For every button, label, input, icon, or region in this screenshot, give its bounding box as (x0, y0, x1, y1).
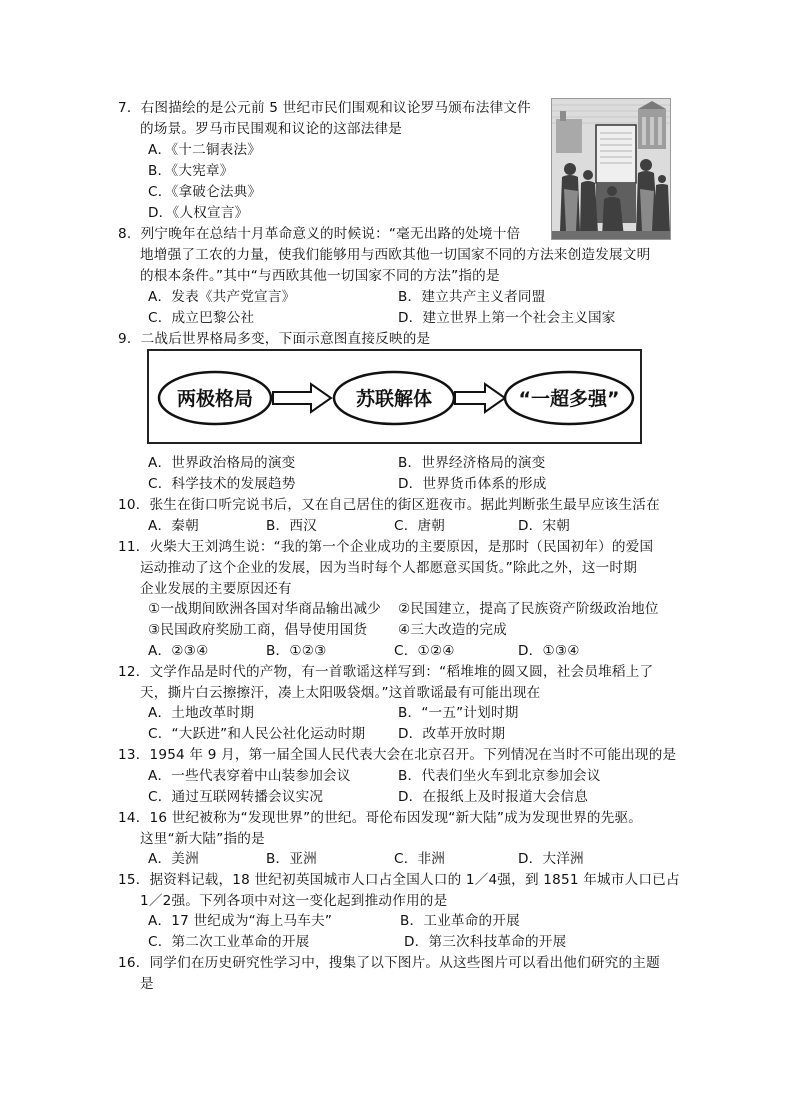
q8-option-a: A．发表《共产党宣言》 (148, 289, 296, 305)
q9-option-b: B．世界经济格局的演变 (398, 455, 546, 471)
q9-option-c: C．科学技术的发展趋势 (148, 476, 296, 492)
q7-stem-line2: 的场景。罗马市民围观和议论的这部法律是 (140, 121, 403, 137)
q11-option-c: C．①②④ (394, 643, 455, 659)
q11-option-b: B．①②③ (266, 643, 327, 659)
q12-option-a: A．土地改革时期 (148, 705, 255, 721)
q10-stem-line1: 10．张生在街口听完说书后，又在自己居住的街区逛夜市。据此判断张生最早应该生活在 (118, 497, 660, 513)
q11-item-3: ③民国政府奖励工商，倡导使用国货 (148, 622, 368, 638)
q15-option-d: D．第三次科技革命的开展 (404, 934, 567, 950)
q8-option-b: B．建立共产主义者同盟 (398, 289, 546, 305)
diagram-bipolar-label: 两极格局 (176, 388, 254, 410)
q10-option-b: B．西汉 (266, 518, 317, 534)
world-pattern-diagram (147, 349, 642, 444)
q15-option-a: A．17 世纪成为“海上马车夫” (148, 913, 333, 929)
q12-stem-line2: 天，撕片白云擦擦汗，凑上太阳吸袋烟。”这首歌谣最有可能出现在 (140, 685, 541, 701)
q7-option-d: D．《人权宣言》 (148, 205, 249, 221)
q8-stem-line3: 的根本条件。”其中“与西欧其他一切国家不同的方法”指的是 (140, 268, 500, 284)
q7-option-a: A．《十二铜表法》 (148, 142, 262, 158)
q11-stem-line2: 运动推动了这个企业的发展，因为当时每个人都愿意买国货。”除此之外，这一时期 (140, 560, 638, 576)
q8-option-d: D．建立世界上第一个社会主义国家 (398, 310, 616, 326)
q14-option-a: A．美洲 (148, 851, 199, 867)
q15-stem-line2: 1／2强。下列各项中对这一变化起到推动作用的是 (140, 893, 448, 909)
q15-stem-line1: 15．据资料记载，18 世纪初英国城市人口占全国人口的 1／4强，到 1851 年城市人口已占 (118, 872, 680, 888)
q13-option-c: C．通过互联网转播会议实况 (148, 789, 324, 805)
q13-option-d: D．在报纸上及时报道大会信息 (398, 789, 588, 805)
q8-stem-line1: 8．列宁晚年在总结十月革命意义的时候说：“毫无出路的处境十倍 (118, 226, 521, 242)
q14-stem-line2: 这里“新大陆”指的是 (140, 831, 265, 847)
q10-option-a: A．秦朝 (148, 518, 199, 534)
q11-stem-line1: 11．火柴大王刘鸿生说：“我的第一个企业成功的主要原因，是那时（民国初年）的爱国 (118, 539, 654, 555)
q14-option-b: B．亚洲 (266, 851, 317, 867)
diagram-ussr-collapse-label: 苏联解体 (355, 388, 433, 410)
q15-option-b: B．工业革命的开展 (400, 913, 520, 929)
q12-option-d: D．改革开放时期 (398, 726, 506, 742)
q12-option-c: C．“大跃进”和人民公社化运动时期 (148, 726, 366, 742)
q16-stem-line1: 16．同学们在历史研究性学习中，搜集了以下图片。从这些图片可以看出他们研究的主题 (118, 955, 660, 971)
q12-stem-line1: 12．文学作品是时代的产物，有一首歌谣这样写到：“稻堆堆的圆又圆，社会员堆稻上了 (118, 664, 654, 680)
q11-item-1: ①一战期间欧洲各国对华商品输出减少 (148, 601, 382, 617)
q13-option-b: B．代表们坐火车到北京参加会议 (398, 768, 601, 784)
q9-stem-line1: 9．二战后世界格局多变，下面示意图直接反映的是 (118, 331, 431, 347)
q8-option-c: C．成立巴黎公社 (148, 310, 255, 326)
q10-option-c: C．唐朝 (394, 518, 446, 534)
q15-option-c: C．第二次工业革命的开展 (148, 934, 310, 950)
q7-option-b: B．《大宪章》 (148, 163, 234, 179)
q13-option-a: A．一些代表穿着中山装参加会议 (148, 768, 351, 784)
diagram-one-superpower-label: “一超多强” (518, 388, 620, 410)
q14-stem-line1: 14．16 世纪被称为“发现世界”的世纪。哥伦布因发现“新大陆”成为发现世界的先驱。 (118, 810, 643, 826)
q14-option-d: D．大洋洲 (518, 851, 584, 867)
q16-stem-line2: 是 (140, 976, 154, 992)
q14-option-c: C．非洲 (394, 851, 446, 867)
roman-law-engraving-image (551, 98, 671, 240)
q8-stem-line2: 地增强了工农的力量，使我们能够用与西欧其他一切国家不同的方法来创造发展文明 (140, 247, 651, 263)
q9-option-d: D．世界货币体系的形成 (398, 476, 547, 492)
q12-option-b: B．“一五”计划时期 (398, 705, 519, 721)
q9-option-a: A．世界政治格局的演变 (148, 455, 296, 471)
q11-option-a: A．②③④ (148, 643, 209, 659)
q7-option-c: C．《拿破仑法典》 (148, 184, 262, 200)
q13-stem-line1: 13．1954 年 9 月，第一届全国人民代表大会在北京召开。下列情况在当时不可能出现的是 (118, 747, 677, 763)
q11-option-d: D．①③④ (518, 643, 580, 659)
q11-item-2: ②民国建立，提高了民族资产阶级政治地位 (398, 601, 659, 617)
q10-option-d: D．宋朝 (518, 518, 571, 534)
q11-stem-line3: 企业发展的主要原因还有 (140, 581, 292, 597)
q7-stem-line1: 7．右图描绘的是公元前 5 世纪市民们围观和议论罗马颁布法律文件 (118, 100, 531, 116)
q11-item-4: ④三大改造的完成 (398, 622, 507, 638)
